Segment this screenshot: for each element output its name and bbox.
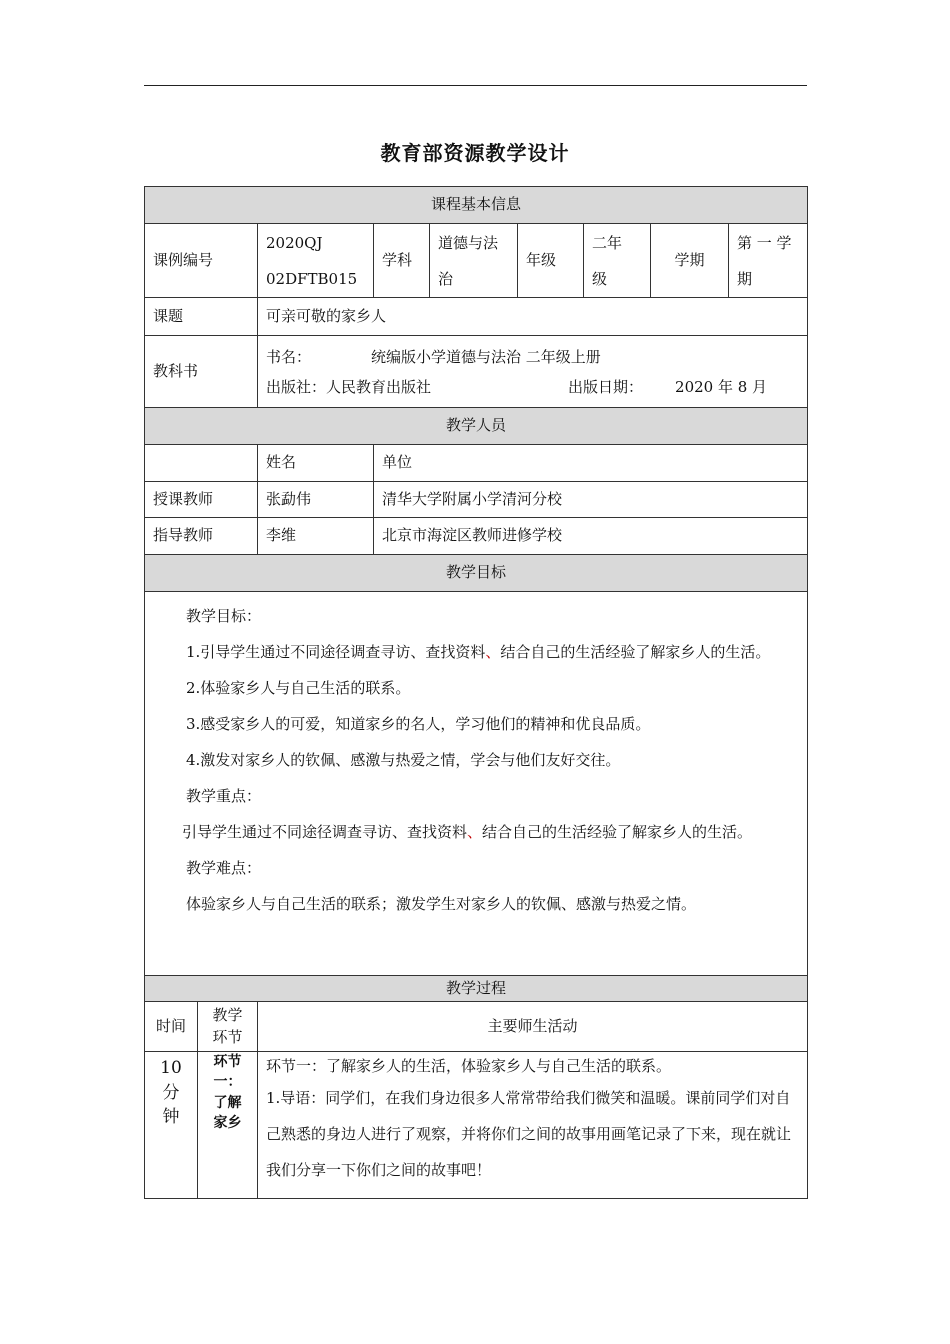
goal-item: 2.体验家乡人与自己生活的联系。 (186, 679, 411, 697)
process-header-row (145, 1002, 808, 1052)
textbook-row (145, 336, 808, 408)
section-title-process: 教学过程 (145, 976, 808, 1002)
goal-item: 4.激发对家乡人的钦佩、感激与热爱之情，学会与他们友好交往。 (186, 751, 621, 769)
section-row-staff (145, 408, 808, 445)
time-value: 10 分 钟 (145, 1052, 198, 1199)
staff-name: 张勐伟 (258, 482, 374, 518)
difficult-points-text: 体验家乡人与自己生活的联系；激发学生对家乡人的钦佩、感激与热爱之情。 (186, 895, 697, 913)
lesson-design-table (144, 186, 808, 1199)
subject-label: 学科 (374, 224, 430, 298)
goals-heading: 教学目标： (186, 607, 262, 625)
goal-item: 1.引导学生通过不同途径调查寻访、查找资料、结合自己的生活经验了解家乡人的生活。 (186, 643, 771, 661)
staff-role: 指导教师 (145, 518, 258, 555)
subject-value: 道德与法 治 (430, 224, 518, 298)
textbook-label: 教科书 (145, 336, 258, 408)
grade-label: 年级 (518, 224, 584, 298)
section-row-basic-info (145, 187, 808, 224)
header-rule (144, 85, 807, 86)
document-title: 教育部资源教学设计 (380, 141, 570, 165)
topic-row (145, 298, 808, 336)
section-row-goals (145, 555, 808, 592)
term-value: 第 一 学 期 (729, 224, 808, 298)
staff-row (145, 482, 808, 518)
section-title-goals: 教学目标 (145, 555, 808, 592)
activity-content (258, 1052, 808, 1199)
pub-date-value: 2020 年 8 月 (675, 377, 768, 396)
activity-intro: 环节一：了解家乡人的生活，体验家乡人与自己生活的联系。 (266, 1057, 672, 1075)
stage-header: 教学 环节 (198, 1002, 258, 1052)
activity-text: 1.导语：同学们，在我们身边很多人常常带给我们微笑和温暖。课前同学们对自己熟悉的身边人进行了观察，并将你们之间的故事用画笔记录了下来，现在就让我们分享一下你们之间的故事吧！ (266, 1089, 792, 1179)
staff-name-header: 姓名 (258, 445, 374, 482)
book-name-value: 统编版小学道德与法治 二年级上册 (371, 347, 601, 366)
staff-header-row (145, 445, 808, 482)
stage-name: 环节 一： 了解 家乡 (198, 1052, 258, 1199)
term-label: 学期 (651, 224, 729, 298)
goals-content (145, 592, 808, 976)
process-row (145, 1052, 808, 1199)
staff-unit-header: 单位 (374, 445, 808, 482)
case-number-value: 2020QJ 02DFTB015 (258, 224, 374, 298)
staff-row (145, 518, 808, 555)
goal-item: 3.感受家乡人的可爱，知道家乡的名人，学习他们的精神和优良品质。 (186, 715, 651, 733)
staff-unit: 北京市海淀区教师进修学校 (374, 518, 808, 555)
basic-info-row (145, 224, 808, 298)
grade-value: 二年 级 (584, 224, 651, 298)
staff-name: 李维 (258, 518, 374, 555)
staff-unit: 清华大学附属小学清河分校 (374, 482, 808, 518)
topic-label: 课题 (145, 298, 258, 336)
difficult-points-heading: 教学难点： (186, 859, 262, 877)
key-points-heading: 教学重点： (186, 787, 262, 805)
key-points-text: 引导学生通过不同途径调查寻访、查找资料、结合自己的生活经验了解家乡人的生活。 (182, 823, 753, 841)
activity-header: 主要师生活动 (258, 1002, 808, 1052)
topic-value: 可亲可敬的家乡人 (258, 298, 808, 336)
section-title-basic-info: 课程基本信息 (145, 187, 808, 224)
time-header: 时间 (145, 1002, 198, 1052)
book-name-label: 书名： (266, 347, 312, 366)
textbook-info (258, 336, 808, 408)
section-title-staff: 教学人员 (145, 408, 808, 445)
pub-date-label: 出版日期： (568, 377, 644, 396)
staff-role: 授课教师 (145, 482, 258, 518)
case-number-label: 课例编号 (145, 224, 258, 298)
goals-row (145, 592, 808, 976)
section-row-process (145, 976, 808, 1002)
publisher: 出版社：人民教育出版社 (266, 377, 432, 396)
